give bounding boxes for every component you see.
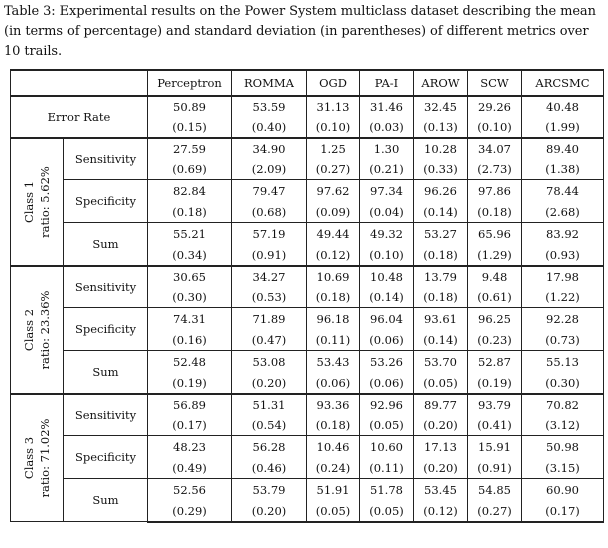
std-value: (0.41): [468, 415, 522, 436]
std-value: (0.24): [307, 458, 360, 479]
mean-value: 97.34: [360, 180, 414, 203]
metric-label: Sum: [64, 478, 148, 521]
std-value: (0.04): [360, 202, 414, 223]
std-value: (2.73): [468, 159, 522, 180]
mean-value: 92.28: [522, 308, 604, 331]
std-value: (0.69): [148, 159, 232, 180]
mean-value: 17.98: [522, 266, 604, 287]
std-value: (0.10): [360, 245, 414, 266]
std-value: (0.47): [232, 330, 307, 351]
std-value: (0.05): [360, 415, 414, 436]
std-value: (0.54): [232, 415, 307, 436]
std-value: (0.19): [468, 373, 522, 394]
mean-value: 53.59: [232, 96, 307, 117]
mean-value: 65.96: [468, 223, 522, 246]
mean-value: 10.48: [360, 266, 414, 287]
std-value: (0.06): [360, 373, 414, 394]
mean-value: 51.91: [307, 478, 360, 500]
column-header: PA-I: [360, 70, 414, 96]
mean-value: 49.32: [360, 223, 414, 246]
mean-value: 55.21: [148, 223, 232, 246]
std-value: (0.11): [307, 330, 360, 351]
class-label-wrap: [11, 395, 63, 521]
class-label-wrap: [11, 267, 63, 393]
mean-value: 17.13: [414, 436, 468, 458]
metric-label: Specificity: [64, 436, 148, 479]
std-value: (1.38): [522, 159, 604, 180]
header-row: [11, 70, 604, 96]
mean-value: 71.89: [232, 308, 307, 331]
std-value: (0.61): [468, 287, 522, 308]
std-value: (0.20): [414, 415, 468, 436]
std-value: (0.11): [360, 458, 414, 479]
mean-value: 89.40: [522, 138, 604, 159]
class-name: Class 3: [22, 436, 36, 480]
std-value: (0.14): [414, 202, 468, 223]
mean-value: 56.89: [148, 394, 232, 415]
header-blank: [11, 70, 148, 96]
mean-value: 53.26: [360, 351, 414, 374]
std-value: (0.93): [522, 245, 604, 266]
mean-value: 60.90: [522, 478, 604, 500]
std-value: (0.06): [360, 330, 414, 351]
std-value: (0.09): [307, 202, 360, 223]
class-name: Class 1: [22, 180, 36, 224]
std-value: (0.18): [414, 287, 468, 308]
table-caption: Table 3: Experimental results on the Power System multiclass dataset describing the mean (in terms of percentage) and standard deviation (in parentheses) of different metrics over 10 trails.: [4, 4, 596, 59]
mean-value: 50.98: [522, 436, 604, 458]
error-rate-label: Error Rate: [11, 96, 148, 138]
std-value: (0.34): [148, 245, 232, 266]
mean-value: 15.91: [468, 436, 522, 458]
mean-value: 1.25: [307, 138, 360, 159]
std-value: (0.17): [522, 501, 604, 522]
mean-value: 52.56: [148, 478, 232, 500]
std-value: (2.09): [232, 159, 307, 180]
column-header: AROW: [414, 70, 468, 96]
mean-value: 93.79: [468, 394, 522, 415]
column-header: SCW: [468, 70, 522, 96]
mean-value: 79.47: [232, 180, 307, 203]
std-value: (0.18): [307, 287, 360, 308]
std-value: (0.05): [307, 501, 360, 522]
class-label-text: [21, 419, 53, 498]
metric-mean-row: [11, 478, 604, 500]
metric-label: Sum: [64, 223, 148, 267]
std-value: (0.27): [307, 159, 360, 180]
metric-label: Sensitivity: [64, 266, 148, 308]
mean-value: 53.08: [232, 351, 307, 374]
std-value: (0.40): [232, 117, 307, 138]
mean-value: 56.28: [232, 436, 307, 458]
std-value: (0.33): [414, 159, 468, 180]
std-value: (0.49): [148, 458, 232, 479]
error-rate-mean-row: [11, 96, 604, 117]
class-label: [11, 138, 64, 266]
mean-value: 54.85: [468, 478, 522, 500]
mean-value: 27.59: [148, 138, 232, 159]
std-value: (0.19): [148, 373, 232, 394]
class-label: [11, 266, 64, 394]
mean-value: 53.27: [414, 223, 468, 246]
std-value: (3.15): [522, 458, 604, 479]
table-body: [11, 96, 604, 522]
column-header: OGD: [307, 70, 360, 96]
mean-value: 30.65: [148, 266, 232, 287]
metric-mean-row: [11, 180, 604, 203]
std-value: (0.20): [414, 458, 468, 479]
class-ratio: ratio: 5.62%: [38, 166, 52, 238]
mean-value: 10.28: [414, 138, 468, 159]
mean-value: 31.46: [360, 96, 414, 117]
mean-value: 29.26: [468, 96, 522, 117]
metric-mean-row: [11, 308, 604, 331]
std-value: (3.12): [522, 415, 604, 436]
mean-value: 40.48: [522, 96, 604, 117]
std-value: (0.18): [468, 202, 522, 223]
std-value: (0.21): [360, 159, 414, 180]
metric-mean-row: [11, 138, 604, 159]
column-header: Perceptron: [148, 70, 232, 96]
mean-value: 57.19: [232, 223, 307, 246]
mean-value: 97.86: [468, 180, 522, 203]
std-value: (0.53): [232, 287, 307, 308]
std-value: (0.16): [148, 330, 232, 351]
metric-label: Sum: [64, 351, 148, 395]
mean-value: 53.79: [232, 478, 307, 500]
mean-value: 1.30: [360, 138, 414, 159]
mean-value: 83.92: [522, 223, 604, 246]
mean-value: 31.13: [307, 96, 360, 117]
mean-value: 52.87: [468, 351, 522, 374]
mean-value: 96.04: [360, 308, 414, 331]
mean-value: 92.96: [360, 394, 414, 415]
std-value: (0.68): [232, 202, 307, 223]
class-label-text: [21, 166, 53, 238]
mean-value: 93.61: [414, 308, 468, 331]
class-label-wrap: [11, 139, 63, 265]
std-value: (0.13): [414, 117, 468, 138]
mean-value: 55.13: [522, 351, 604, 374]
mean-value: 50.89: [148, 96, 232, 117]
std-value: (0.06): [307, 373, 360, 394]
mean-value: 48.23: [148, 436, 232, 458]
metric-label: Specificity: [64, 180, 148, 223]
metric-label: Sensitivity: [64, 138, 148, 180]
mean-value: 53.45: [414, 478, 468, 500]
mean-value: 10.60: [360, 436, 414, 458]
class-label: [11, 394, 64, 522]
std-value: (0.29): [148, 501, 232, 522]
mean-value: 93.36: [307, 394, 360, 415]
std-value: (0.05): [360, 501, 414, 522]
class-ratio: ratio: 23.36%: [38, 290, 52, 370]
mean-value: 9.48: [468, 266, 522, 287]
mean-value: 10.46: [307, 436, 360, 458]
std-value: (0.03): [360, 117, 414, 138]
mean-value: 96.25: [468, 308, 522, 331]
std-value: (0.18): [307, 415, 360, 436]
mean-value: 96.18: [307, 308, 360, 331]
mean-value: 96.26: [414, 180, 468, 203]
mean-value: 49.44: [307, 223, 360, 246]
std-value: (0.20): [232, 501, 307, 522]
metric-label: Specificity: [64, 308, 148, 351]
std-value: (0.15): [148, 117, 232, 138]
mean-value: 10.69: [307, 266, 360, 287]
metric-mean-row: [11, 394, 604, 415]
std-value: (0.17): [148, 415, 232, 436]
std-value: (0.18): [414, 245, 468, 266]
metric-mean-row: [11, 351, 604, 374]
std-value: (0.12): [307, 245, 360, 266]
std-value: (0.10): [468, 117, 522, 138]
mean-value: 53.43: [307, 351, 360, 374]
mean-value: 70.82: [522, 394, 604, 415]
std-value: (0.73): [522, 330, 604, 351]
std-value: (0.30): [148, 287, 232, 308]
metric-mean-row: [11, 223, 604, 246]
mean-value: 13.79: [414, 266, 468, 287]
mean-value: 32.45: [414, 96, 468, 117]
std-value: (0.23): [468, 330, 522, 351]
class-name: Class 2: [22, 308, 36, 352]
mean-value: 89.77: [414, 394, 468, 415]
std-value: (0.14): [414, 330, 468, 351]
mean-value: 52.48: [148, 351, 232, 374]
mean-value: 97.62: [307, 180, 360, 203]
std-value: (0.14): [360, 287, 414, 308]
class-ratio: ratio: 71.02%: [38, 418, 52, 498]
std-value: (1.99): [522, 117, 604, 138]
std-value: (0.91): [468, 458, 522, 479]
std-value: (2.68): [522, 202, 604, 223]
results-table: [10, 69, 604, 523]
std-value: (0.91): [232, 245, 307, 266]
mean-value: 51.78: [360, 478, 414, 500]
mean-value: 34.27: [232, 266, 307, 287]
std-value: (1.29): [468, 245, 522, 266]
mean-value: 82.84: [148, 180, 232, 203]
std-value: (0.18): [148, 202, 232, 223]
metric-mean-row: [11, 436, 604, 458]
std-value: (1.22): [522, 287, 604, 308]
std-value: (0.46): [232, 458, 307, 479]
mean-value: 53.70: [414, 351, 468, 374]
std-value: (0.12): [414, 501, 468, 522]
std-value: (0.20): [232, 373, 307, 394]
metric-mean-row: [11, 266, 604, 287]
mean-value: 74.31: [148, 308, 232, 331]
column-header: ARCSMC: [522, 70, 604, 96]
std-value: (0.27): [468, 501, 522, 522]
std-value: (0.30): [522, 373, 604, 394]
metric-label: Sensitivity: [64, 394, 148, 436]
std-value: (0.10): [307, 117, 360, 138]
mean-value: 78.44: [522, 180, 604, 203]
std-value: (0.05): [414, 373, 468, 394]
mean-value: 51.31: [232, 394, 307, 415]
class-label-text: [21, 291, 53, 370]
mean-value: 34.90: [232, 138, 307, 159]
mean-value: 34.07: [468, 138, 522, 159]
column-header: ROMMA: [232, 70, 307, 96]
